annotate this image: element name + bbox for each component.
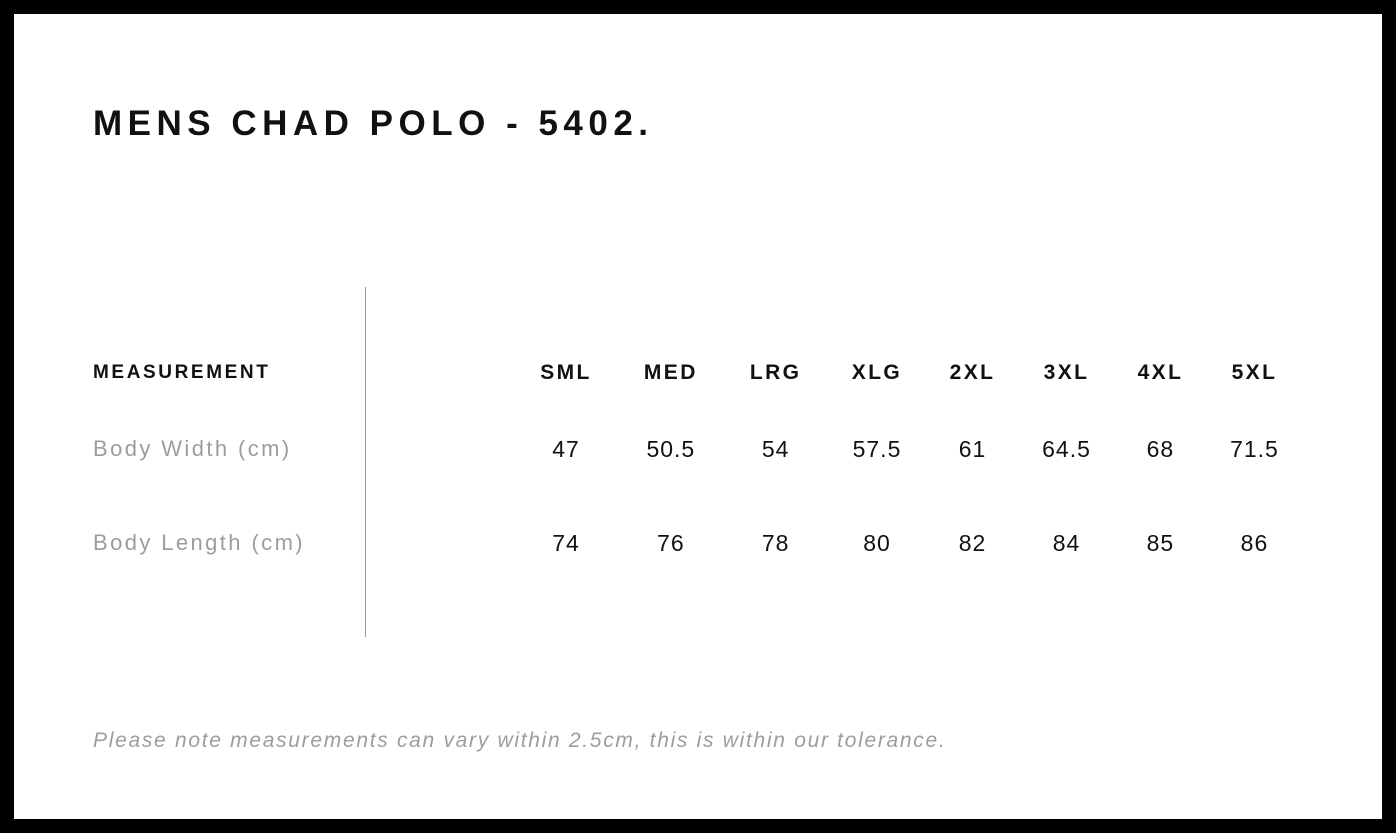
cell-body-length-med: 76	[657, 529, 685, 556]
cell-body-length-5xl: 86	[1240, 529, 1269, 556]
column-header-3xl: 3XL	[1043, 361, 1090, 384]
cell-body-width-3xl: 64.5	[1042, 435, 1091, 462]
cell-body-length-4xl: 85	[1146, 529, 1175, 556]
table-row	[93, 402, 1303, 496]
column-header-measurement: MEASUREMENT	[93, 362, 271, 383]
cell-body-width-xlg: 57.5	[852, 435, 902, 462]
row-label-body-width: Body Width (cm)	[93, 436, 292, 461]
column-header-2xl: 2XL	[949, 361, 996, 384]
size-chart-page	[14, 14, 1382, 819]
page-title: MENS CHAD POLO - 5402.	[93, 104, 654, 143]
cell-body-length-2xl: 82	[958, 529, 987, 556]
column-header-4xl: 4XL	[1137, 361, 1184, 384]
column-header-med: MED	[643, 361, 698, 384]
column-header-5xl: 5XL	[1231, 361, 1278, 384]
column-header-lrg: LRG	[749, 361, 802, 384]
size-table	[93, 344, 1303, 590]
tolerance-note: Please note measurements can vary within 2.5cm, this is within our tolerance.	[93, 729, 947, 752]
cell-body-length-lrg: 78	[761, 529, 790, 556]
size-table-container	[14, 14, 1382, 819]
cell-body-length-sml: 74	[552, 529, 580, 556]
cell-body-width-sml: 47	[552, 435, 580, 462]
cell-body-length-3xl: 84	[1052, 529, 1081, 556]
cell-body-width-5xl: 71.5	[1230, 435, 1279, 462]
row-label-body-length: Body Length (cm)	[93, 530, 306, 555]
column-header-xlg: XLG	[851, 361, 903, 384]
cell-body-width-2xl: 61	[958, 435, 987, 462]
table-header-row	[93, 344, 1303, 402]
cell-body-width-lrg: 54	[761, 435, 790, 462]
cell-body-width-4xl: 68	[1146, 435, 1175, 462]
column-header-sml: SML	[540, 361, 592, 384]
table-row	[93, 496, 1303, 590]
cell-body-width-med: 50.5	[646, 435, 696, 462]
cell-body-length-xlg: 80	[863, 529, 891, 556]
